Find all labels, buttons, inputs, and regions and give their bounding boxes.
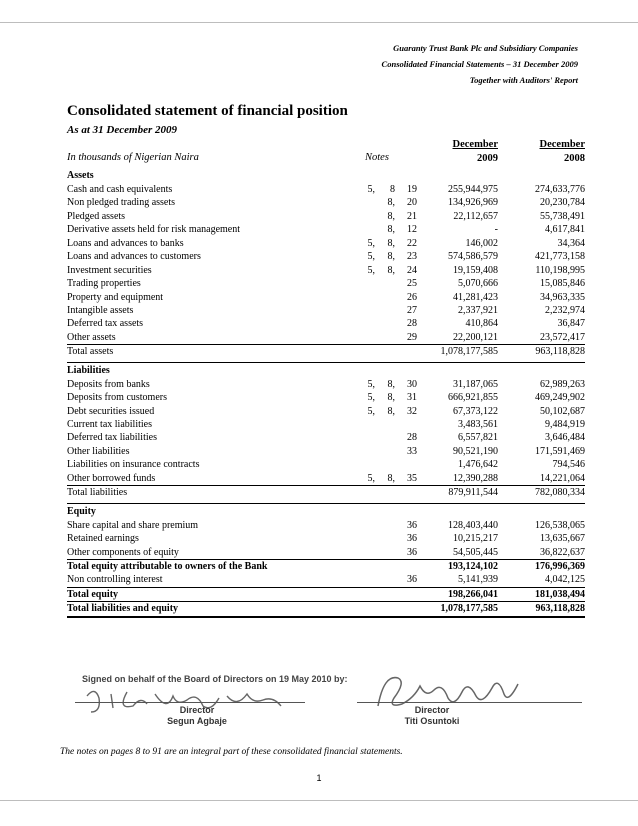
signatory-name: Segun Agbaje	[167, 716, 227, 726]
value-2008: 23,572,417	[540, 331, 585, 343]
value-2009: 6,557,821	[458, 432, 498, 444]
row-label: Total liabilities and equity	[67, 603, 179, 615]
note-ref: 36	[407, 574, 417, 586]
value-2008: 34,963,335	[540, 291, 585, 303]
table-row	[67, 304, 585, 317]
value-2008: 274,633,776	[535, 184, 585, 195]
table-row	[67, 196, 585, 209]
value-2009: 1,476,642	[458, 459, 498, 471]
row-label: Intangible assets	[67, 304, 134, 316]
note-ref: 33	[407, 445, 417, 457]
col-2009-year: 2009	[477, 153, 498, 164]
table-row	[67, 405, 585, 418]
value-2008: 50,102,687	[540, 405, 585, 417]
total-liabilities-row	[67, 485, 585, 499]
value-2008: 176,996,369	[535, 560, 585, 572]
value-2008: 2,232,974	[545, 304, 585, 316]
value-2008: 15,085,846	[540, 278, 585, 290]
note-ref: 28	[407, 318, 417, 330]
value-2008: 963,118,828	[535, 603, 585, 615]
total-assets-row	[67, 344, 585, 358]
value-2009: 1,078,177,585	[440, 346, 498, 358]
value-2009: 3,483,561	[458, 419, 498, 430]
value-2009: 54,505,445	[453, 546, 498, 558]
value-2009: 410,864	[465, 318, 498, 330]
value-2008: 181,038,494	[535, 588, 585, 600]
note-ref: 5,	[367, 264, 375, 276]
section-label: Equity	[67, 505, 96, 517]
row-label: Derivative assets held for risk management	[67, 224, 240, 236]
row-label: Non pledged trading assets	[67, 197, 176, 209]
row-label: Other components of equity	[67, 546, 179, 558]
note-ref: 21	[407, 210, 417, 222]
table-row	[67, 378, 585, 391]
signatory-role: Director	[179, 705, 215, 715]
note-ref: 8,	[387, 472, 395, 484]
row-label: Debt securities issued	[67, 405, 155, 417]
col-2008-month: December	[539, 139, 585, 150]
note-ref: 8,	[387, 264, 395, 276]
header-statements: Consolidated Financial Statements – 31 December 2009	[381, 59, 578, 69]
header-auditors: Together with Auditors' Report	[469, 75, 578, 85]
table-row	[67, 532, 585, 545]
row-label: Cash and cash equivalents	[67, 184, 173, 195]
row-label: Other assets	[67, 331, 116, 343]
total-equity-row	[67, 587, 585, 601]
section-label: Liabilities	[67, 364, 110, 376]
units-label: In thousands of Nigerian Naira	[67, 152, 199, 163]
page-number: 1	[316, 773, 322, 783]
note-ref: 28	[407, 432, 417, 444]
row-label: Other borrowed funds	[67, 472, 156, 484]
value-2008: 36,822,637	[540, 546, 585, 558]
table-row	[67, 519, 585, 532]
signature-statement: Signed on behalf of the Board of Directors on 19 May 2010 by:	[82, 674, 348, 684]
row-label: Deposits from banks	[67, 378, 150, 390]
table-row	[67, 458, 585, 471]
row-label: Total equity	[67, 588, 119, 600]
row-label: Trading properties	[67, 278, 141, 290]
table-row	[67, 183, 585, 196]
note-ref: 5,	[367, 251, 375, 263]
row-label: Total equity attributable to owners of the Bank	[67, 560, 268, 572]
note-ref: 5,	[367, 378, 375, 390]
value-2008: 469,249,902	[535, 392, 585, 404]
note-ref: 8,	[387, 237, 395, 249]
value-2009: 146,002	[465, 237, 498, 249]
page-title: Consolidated statement of financial position	[67, 103, 348, 119]
row-label: Other liabilities	[67, 445, 130, 457]
row-label: Share capital and share premium	[67, 519, 199, 531]
table-row	[67, 223, 585, 236]
row-label: Deferred tax liabilities	[67, 432, 157, 444]
note-ref: 23	[407, 251, 417, 263]
row-label: Loans and advances to banks	[67, 237, 184, 249]
value-2008: 4,042,125	[545, 574, 585, 586]
value-2009: 41,281,423	[453, 291, 498, 303]
note-ref: 26	[407, 291, 417, 303]
value-2008: 13,635,667	[540, 533, 585, 545]
section-heading-liabilities	[67, 362, 585, 378]
note-ref: 24	[407, 264, 417, 276]
note-ref: 5,	[367, 184, 375, 195]
value-2009: 22,200,121	[453, 331, 498, 343]
top-rule	[0, 22, 638, 23]
note-ref: 5,	[367, 237, 375, 249]
value-2009: 134,926,969	[448, 197, 498, 209]
table-row	[67, 317, 585, 330]
signatory-left	[137, 705, 257, 727]
row-label: Total assets	[67, 346, 114, 358]
table-row	[67, 391, 585, 404]
note-ref: 30	[407, 378, 417, 390]
notes-header: Notes	[365, 152, 389, 163]
section-heading-equity	[67, 503, 585, 519]
value-2009: 255,944,975	[448, 184, 498, 195]
value-2009: 198,266,041	[448, 588, 498, 600]
note-ref: 27	[407, 304, 417, 316]
value-2008: 14,221,064	[540, 472, 585, 484]
note-ref: 5,	[367, 392, 375, 404]
value-2008: 62,989,263	[540, 378, 585, 390]
equity-rows	[67, 519, 585, 559]
note-ref: 8,	[387, 378, 395, 390]
value-2009: 67,373,122	[453, 405, 498, 417]
signatory-role: Director	[414, 705, 450, 715]
value-2009: 1,078,177,585	[440, 603, 498, 615]
row-label: Deferred tax assets	[67, 318, 144, 330]
note-ref: 8,	[387, 210, 395, 222]
value-2009: 12,390,288	[453, 472, 498, 484]
value-2008: 782,080,334	[535, 487, 585, 499]
value-2009: 574,586,579	[448, 251, 498, 263]
value-2009: 19,159,408	[453, 264, 498, 276]
value-2008: 20,230,784	[540, 197, 585, 209]
note-ref: 25	[407, 278, 417, 290]
value-2008: 9,484,919	[545, 419, 585, 430]
liabilities-rows	[67, 378, 585, 486]
signature-line-right	[357, 702, 582, 703]
note-ref: 36	[407, 546, 417, 558]
note-ref: 36	[407, 533, 417, 545]
value-2009: 2,337,921	[458, 304, 498, 316]
table-row	[67, 445, 585, 458]
table-row	[67, 291, 585, 304]
value-2009: 879,911,544	[448, 487, 498, 499]
signature-line-left	[75, 702, 305, 703]
table-row	[67, 472, 585, 485]
section-heading-assets	[67, 168, 585, 183]
row-label: Investment securities	[67, 264, 152, 276]
row-label: Current tax liabilities	[67, 419, 152, 430]
value-2009: -	[494, 224, 498, 236]
note-ref: 35	[407, 472, 417, 484]
row-label: Retained earnings	[67, 533, 139, 545]
value-2008: 963,118,828	[535, 346, 585, 358]
note-ref: 8,	[387, 392, 395, 404]
value-2009: 90,521,190	[453, 445, 498, 457]
value-2009: 22,112,657	[453, 210, 498, 222]
note-ref: 8,	[387, 224, 395, 236]
row-label: Deposits from customers	[67, 392, 167, 404]
col-2009-month: December	[452, 139, 498, 150]
value-2008: 3,646,484	[545, 432, 585, 444]
table-row	[67, 264, 585, 277]
table-row	[67, 418, 585, 431]
signatory-name: Titi Osuntoki	[404, 716, 460, 726]
value-2009: 193,124,102	[448, 560, 498, 572]
section-label: Assets	[67, 170, 94, 181]
signatory-right	[372, 705, 492, 727]
value-2008: 36,847	[557, 318, 585, 330]
table-row	[67, 237, 585, 250]
row-label: Property and equipment	[67, 291, 164, 303]
footnote: The notes on pages 8 to 91 are an integral part of these consolidated financial statements.	[60, 747, 403, 757]
table-row	[67, 546, 585, 559]
value-2008: 34,364	[557, 237, 585, 249]
value-2008: 110,198,995	[535, 264, 585, 276]
value-2009: 5,070,666	[458, 278, 498, 290]
value-2009: 666,921,855	[448, 392, 498, 404]
note-ref: 12	[407, 224, 417, 236]
table-row	[67, 331, 585, 344]
table-row	[67, 431, 585, 444]
value-2008: 421,773,158	[535, 251, 585, 263]
note-ref: 22	[407, 237, 417, 249]
value-2009: 10,215,217	[453, 533, 498, 545]
table-row	[67, 210, 585, 223]
value-2008: 126,538,065	[535, 519, 585, 531]
table-row	[67, 250, 585, 263]
note-ref: 32	[407, 405, 417, 417]
value-2008: 4,617,841	[545, 224, 585, 236]
value-2008: 171,591,469	[535, 445, 585, 457]
equity-owners-row	[67, 559, 585, 573]
row-label: Non controlling interest	[67, 574, 163, 586]
financial-position-table	[67, 168, 585, 618]
page-subtitle: As at 31 December 2009	[67, 124, 177, 136]
row-label: Liabilities on insurance contracts	[67, 459, 200, 471]
note-ref: 8	[390, 184, 395, 195]
note-ref: 29	[407, 331, 417, 343]
total-liabilities-equity-row	[67, 601, 585, 617]
table-row	[67, 277, 585, 290]
value-2009: 128,403,440	[448, 519, 498, 531]
value-2008: 55,738,491	[540, 210, 585, 222]
note-ref: 5,	[367, 472, 375, 484]
value-2008: 794,546	[552, 459, 585, 471]
row-label: Loans and advances to customers	[67, 251, 201, 263]
row-label: Pledged assets	[67, 210, 126, 222]
note-ref: 19	[407, 184, 417, 195]
document-header	[382, 40, 578, 88]
note-ref: 8,	[387, 197, 395, 209]
note-ref: 8,	[387, 405, 395, 417]
note-ref: 5,	[367, 405, 375, 417]
non-controlling-row	[67, 573, 585, 586]
row-label: Total liabilities	[67, 487, 128, 499]
signature-block	[67, 660, 585, 740]
note-ref: 31	[407, 392, 417, 404]
value-2009: 31,187,065	[453, 378, 498, 390]
bottom-rule	[0, 800, 638, 801]
col-2008-year: 2008	[564, 153, 585, 164]
note-ref: 8,	[387, 251, 395, 263]
value-2009: 5,141,939	[458, 574, 498, 586]
note-ref: 20	[407, 197, 417, 209]
assets-rows	[67, 183, 585, 344]
header-company: Guaranty Trust Bank Plc and Subsidiary Companies	[393, 43, 578, 53]
note-ref: 36	[407, 519, 417, 531]
